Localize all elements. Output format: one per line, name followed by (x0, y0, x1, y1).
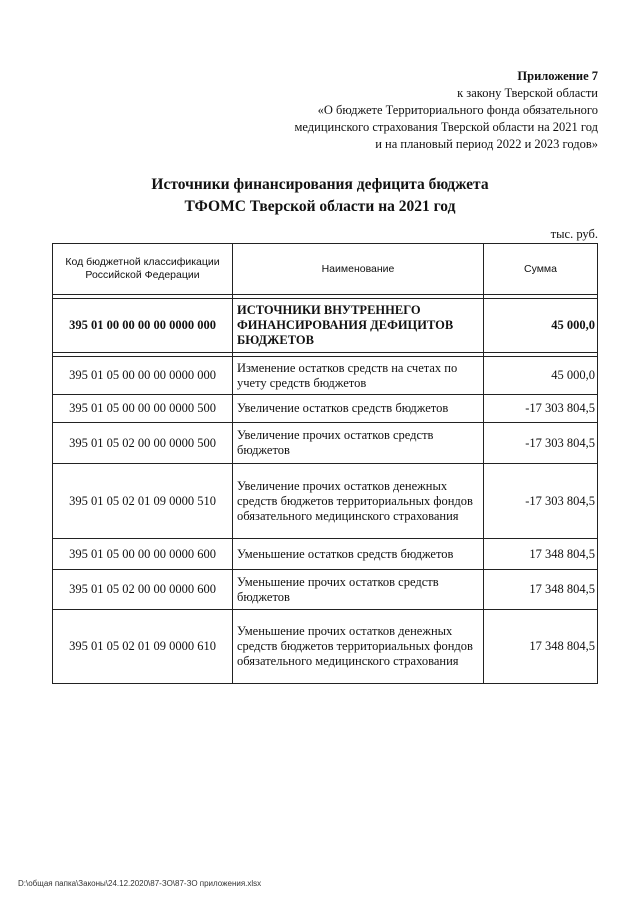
row-amount: 45 000,0 (484, 357, 598, 395)
appendix-law-title-3: и на плановый период 2022 и 2023 годов» (375, 137, 598, 151)
row-amount: 17 348 804,5 (484, 539, 598, 570)
row-code: 395 01 05 00 00 00 0000 000 (53, 357, 233, 395)
appendix-law-ref: к закону Тверской области (457, 86, 598, 100)
units-label: тыс. руб. (550, 227, 598, 241)
row-code: 395 01 05 02 01 09 0000 610 (53, 610, 233, 684)
title-line-2: ТФОМС Тверской области на 2021 год (184, 198, 456, 215)
table-row (53, 299, 598, 353)
row-name: Увеличение прочих остатков средств бюджетов (233, 423, 484, 464)
row-code: 395 01 05 02 00 00 0000 600 (53, 570, 233, 610)
file-path-footer: D:\общая папка\Законы\24.12.2020\87-ЗО\87-ЗО приложения.xlsx (18, 879, 262, 888)
header-amount: Сумма (484, 244, 598, 295)
row-amount: -17 303 804,5 (484, 395, 598, 423)
table-row (53, 539, 598, 570)
row-name: Увеличение прочих остатков денежных средств бюджетов территориальных фондов обязательного медицинского страхования (233, 464, 484, 539)
row-code: 395 01 05 02 00 00 0000 500 (53, 423, 233, 464)
row-amount: 45 000,0 (484, 299, 598, 353)
row-amount: 17 348 804,5 (484, 610, 598, 684)
header-name: Наименование (233, 244, 484, 295)
row-code: 395 01 05 02 01 09 0000 510 (53, 464, 233, 539)
row-name: Уменьшение прочих остатков денежных средств бюджетов территориальных фондов обязательного медицинского страхования (233, 610, 484, 684)
document-title (0, 174, 640, 218)
appendix-header (294, 68, 598, 153)
row-name: Уменьшение прочих остатков средств бюджетов (233, 570, 484, 610)
row-name: ИСТОЧНИКИ ВНУТРЕННЕГО ФИНАНСИРОВАНИЯ ДЕФИЦИТОВ БЮДЖЕТОВ (233, 299, 484, 353)
table-row (53, 423, 598, 464)
table-row (53, 395, 598, 423)
row-amount: 17 348 804,5 (484, 570, 598, 610)
appendix-law-title-2: медицинского страхования Тверской области на 2021 год (294, 120, 598, 134)
table-row (53, 610, 598, 684)
row-amount: -17 303 804,5 (484, 423, 598, 464)
row-amount: -17 303 804,5 (484, 464, 598, 539)
row-name: Изменение остатков средств на счетах по учету средств бюджетов (233, 357, 484, 395)
row-code: 395 01 00 00 00 00 0000 000 (53, 299, 233, 353)
table-row (53, 357, 598, 395)
row-code: 395 01 05 00 00 00 0000 500 (53, 395, 233, 423)
row-name: Увеличение остатков средств бюджетов (233, 395, 484, 423)
table-row (53, 570, 598, 610)
header-code: Код бюджетной классификации Российской Федерации (53, 244, 233, 295)
sources-table (52, 243, 598, 684)
row-name: Уменьшение остатков средств бюджетов (233, 539, 484, 570)
table-row (53, 464, 598, 539)
appendix-number: Приложение 7 (517, 69, 598, 83)
title-line-1: Источники финансирования дефицита бюджета (151, 176, 489, 193)
table-header-row (53, 244, 598, 295)
row-code: 395 01 05 00 00 00 0000 600 (53, 539, 233, 570)
appendix-law-title-1: «О бюджете Территориального фонда обязательного (317, 103, 598, 117)
